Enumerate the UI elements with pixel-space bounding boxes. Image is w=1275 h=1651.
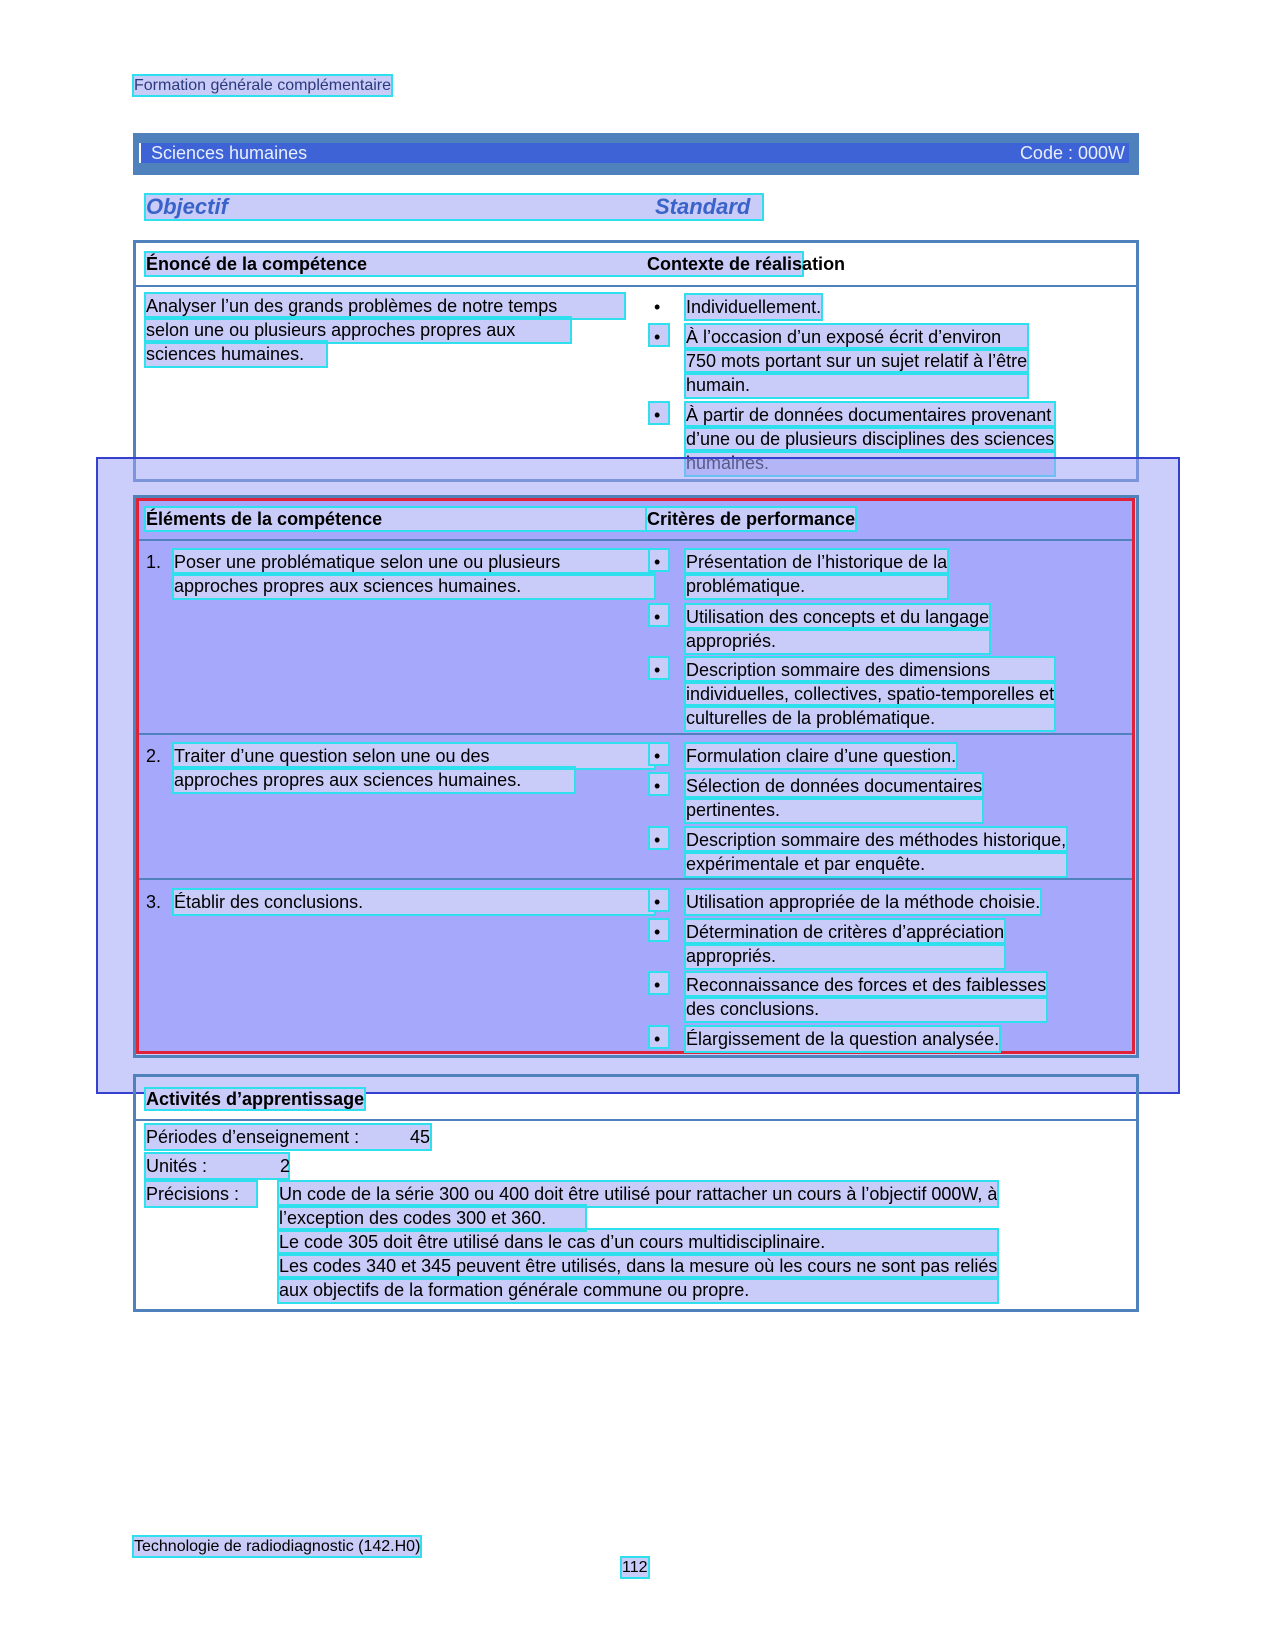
criteres-header-label: Critères de performance [647,509,856,529]
precisions-row [146,1182,256,1206]
element-number: 3. [146,892,162,912]
elements-header-label: Éléments de la compétence [146,508,646,530]
periodes-label: Périodes d’enseignement : [146,1127,360,1147]
bullet-icon [650,550,668,570]
critere-line: Utilisation des concepts et du langage [686,607,990,627]
element-number: 1. [146,552,162,572]
critere-line: individuelles, collectives, spatio-temporelles et [686,684,1055,704]
contexte-line: humain. [686,373,1027,397]
critere-line: Formulation claire d’une question. [686,746,957,766]
periodes-value: 45 [410,1127,431,1147]
course-title-bar [133,133,1139,175]
bullet-icon [650,1027,668,1047]
critere-line: Description sommaire des dimensions [686,658,1054,682]
element-line: Poser une problématique selon une ou plusieurs [174,550,654,574]
critere-line: Sélection de données documentaires [686,776,983,796]
objectif-label: Objectif [146,194,228,219]
page-header: Formation générale complémentaire [134,77,392,94]
element-line: Établir des conclusions. [174,890,654,914]
element-line: approches propres aux sciences humaines. [174,574,654,598]
unites-value: 2 [280,1156,291,1176]
periodes-row [146,1125,430,1149]
elements-header-left [146,508,646,530]
page-number: 112 [622,1559,648,1576]
critere-line: Utilisation appropriée de la méthode choisie. [686,892,1041,912]
precisions-line: l’exception des codes 300 et 360. [279,1206,585,1230]
critere-line: problématique. [686,574,947,598]
contexte-header: Contexte de réalisation [647,254,846,274]
critere-line: Détermination de critères d’appréciation [686,922,1005,942]
unites-label: Unités : [146,1156,208,1176]
element-number: 2. [146,746,162,766]
precisions-line: Un code de la série 300 ou 400 doit être utilisé pour rattacher un cours à l’objectif 000W, à [279,1184,998,1204]
precisions-label: Précisions : [146,1182,256,1206]
enonce-header-label: Énoncé de la compétence [146,254,368,274]
critere-line: culturelles de la problématique. [686,706,1054,730]
critere-line: Reconnaissance des forces et des faiblesses [686,975,1047,995]
activites-header-label: Activités d’apprentissage [146,1089,365,1109]
competence-line: sciences humaines. [146,342,326,366]
precisions-line: Les codes 340 et 345 peuvent être utilisés, dans la mesure où les cours ne sont pas reliés [279,1256,998,1276]
bullet-icon [650,605,668,625]
activites-header [146,1088,364,1110]
activites-header-divider [136,1119,1136,1121]
competence-line: selon une ou plusieurs approches propres aux [146,318,570,342]
competence-statement [146,294,624,366]
course-title: Sciences humaines [151,143,308,163]
standard-label: Standard [655,194,751,219]
competence-line: Analyser l’un des grands problèmes de notre temps [146,294,624,318]
critere-line: pertinentes. [686,798,982,822]
precisions-text [279,1182,997,1302]
bullet-icon [650,973,668,993]
contexte-line: À partir de données documentaires provenant [686,403,1054,427]
title-bar-inner [139,143,1129,163]
course-code: Code : 000W [1019,143,1125,163]
contexte-line: 750 mots portant sur un sujet relatif à l’être [686,351,1028,371]
critere-line: Élargissement de la question analysée. [686,1029,1000,1049]
bullet-icon [650,325,668,345]
contexte-line: d’une ou de plusieurs disciplines des sciences [686,429,1055,449]
bullet-icon [650,774,668,794]
element-line: Traiter d’une question selon une ou des [174,744,654,768]
critere-line: des conclusions. [686,997,1046,1021]
precisions-line: Le code 305 doit être utilisé dans le cas d’un cours multidisciplinaire. [279,1230,997,1254]
enonce-header-divider [136,285,1136,287]
bullet-icon [650,828,668,848]
critere-line: Présentation de l’historique de la [686,552,948,572]
bullet-icon [650,744,668,764]
bullet-icon [650,920,668,940]
precisions-line: aux objectifs de la formation générale commune ou propre. [279,1278,997,1302]
contexte-line: À l’occasion d’un exposé écrit d’environ [686,325,1027,349]
critere-line: appropriés. [686,944,1004,968]
critere-line: appropriés. [686,629,989,653]
criteres-header [647,508,855,530]
bullet-icon [650,890,668,910]
footer-program: Technologie de radiodiagnostic (142.H0) [134,1538,421,1555]
bullet-icon [650,658,668,678]
critere-line: expérimentale et par enquête. [686,852,1066,876]
unites-row [146,1154,291,1178]
element-line: approches propres aux sciences humaines. [174,768,574,792]
critere-line: Description sommaire des méthodes historique, [686,830,1067,850]
bullet-icon [650,403,668,423]
contexte-line: Individuellement. [686,297,822,317]
bullet-icon [650,295,668,315]
